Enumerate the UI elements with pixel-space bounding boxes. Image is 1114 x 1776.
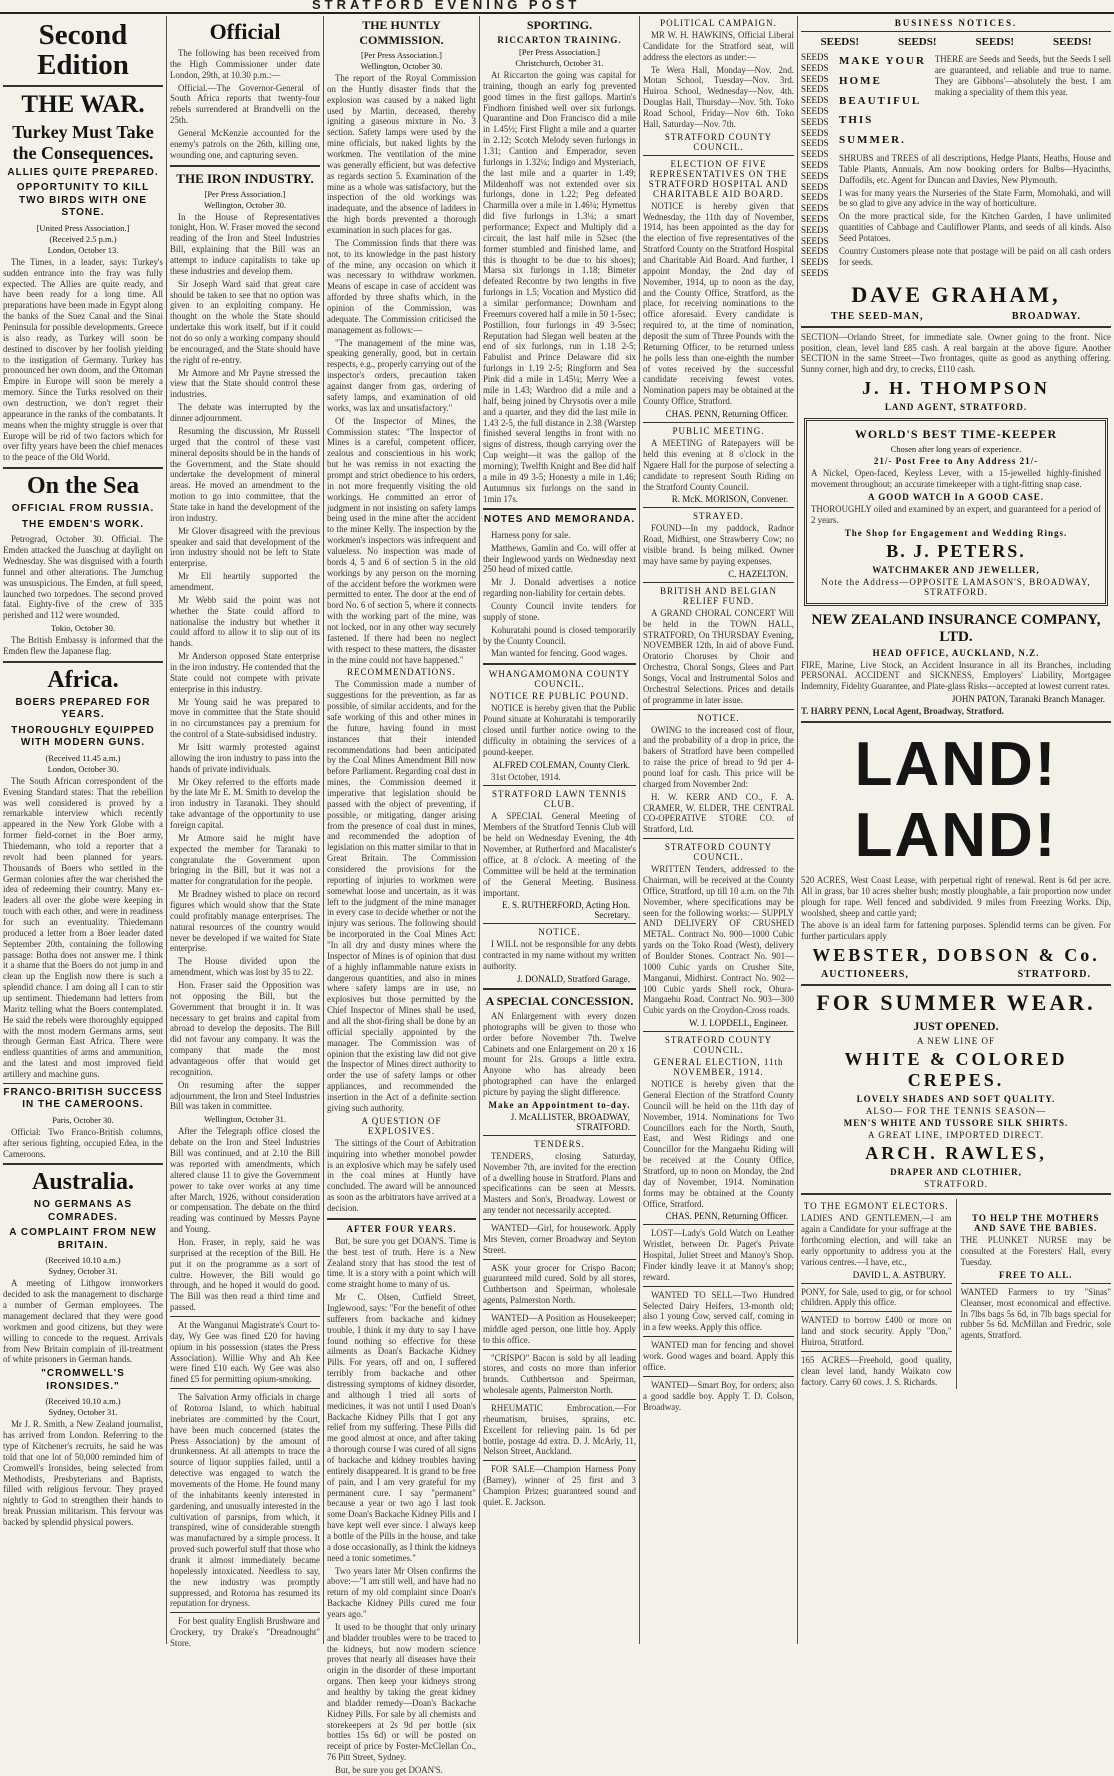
seeds-margin: SEEDS SEEDS SEEDS SEEDS SEEDS SEEDS SEEDS SEEDS SEEDS SEEDS SEEDS SEEDS SEEDS SEEDS SEEDS SEEDS SEEDS SEEDS SEEDS SEEDS SEEDS [801,52,829,278]
notice-text: TENDERS, closing Saturday, November 7th, are invited for the erection of a dwelling house in Stratford. Plans and specifications can be seen at Messrs. Masters and Son's, Broadway. Lowest or any tender not necessarily accepted. [483,1150,636,1216]
article-text: Mr Bradney wished to place on record figures which would show that the State could profitably manage enterprises. The natural resources of the country would never be developed if we waited for State enterprise. [170,889,320,954]
also: ALSO— FOR THE TENNIS SEASON— [865,1106,1047,1117]
article-text: Mr J. R. Smith, a New Zealand journalist, has arrived from London. Referring to the type of Kitchener's recruits, he said he was told that one lot of 50,000 reminded him of Cromwell's Ironsides, being selected from Methodists, Presbyterians and Baptists, filled with religious fervour. They prayed nightly to God to strengthen their hands to break Prussian militarism. This fervour was backed by splendid physical powers. [3,1419,163,1528]
ad-text: THERE are Seeds and Seeds, but the Seeds I sell are guaranteed, and reliable and true to name. They are Gibbons'—absolutely the best. I am making a speciality of them this year. [934,54,1111,97]
notice-text: NOTICE is hereby given that the Public Pound situate at Kohuratahi is temporarily closed until further notice owing to the difficulty in obtaining the services of a pound-keeper. [483,703,636,757]
signature: W. J. LOPDELL, Engineer. [689,1018,788,1029]
note-item: County Council invite tenders for supply of stone. [483,601,636,622]
subhead: THE EMDEN'S WORK. [21,518,145,530]
notice-heading: STRATFORD LAWN TENNIS CLUB. [491,789,628,810]
opened: JUST OPENED. [913,1019,999,1034]
notice-heading: PUBLIC MEETING. [672,426,765,437]
dateline: Wellington, October 30. [204,199,286,210]
subhead: FRANCO-BRITISH SUCCESS IN THE CAMEROONS. [3,1086,163,1111]
note-item: Mr J. Donald advertises a notice regarding non-liability for certain debts. [483,577,636,599]
note-item: Matthews, Gamlin and Co. will offer at their Inglewood yards on Wednesday next 250 head of mixed cattle. [483,542,636,575]
credit: [Per Press Association.] [361,50,442,60]
notice-heading: STRATFORD COUNTY COUNCIL. [664,842,773,863]
dateline: Sydney, October 31. [48,1266,118,1277]
notice-heading: WHANGAMOMONA COUNTY COUNCIL. [488,669,631,690]
ad-text: A Nickel, Open-faced, Keyless Lever, with a 15-jewelled highly-finished movement throughout; an accurate timekeeper with a tight-fitting snap case. [811,468,1101,490]
article-text: Of the Inspector of Mines, the Commission states: "The Inspector of Mines is a careful, competent officer, zealous and conscientious in his work; but he was remiss in not exacting the prompt and strict obedience to his orders, in not more frequently visiting the old workings. He committed an error of judgment in not insisting on safety lamps being used in the mine after the accident to the miner Kelly. The inspection by the workmen's inspectors was infrequent and valueless. No inspection was made of bords 4, 5 and 6 of section 5 in the old workings by any person on the morning of the accident before the workmen were permitted to enter. The door at the end of bord No. 6 of section 5, where it connects with the working part of the mine, was not locked, nor in any other way securely fastened. If there had been no neglect with respect to these matters, the disaster in the mine could not have happened." [327,415,476,665]
classified-ad: ASK your grocer for Crispo Bacon; guaranteed mild cured. Sold by all stores, Cuthbertson and Speirman, wholesale agents, Palmerston North. [483,1262,636,1306]
nz-insurance-title: NEW ZEALAND INSURANCE COMPANY, LTD. [811,611,1101,645]
ad-cta: Make an Appointment to-day. [488,1099,631,1110]
article-text: But, be sure you get DOAN'S. [335,1765,443,1776]
signature: CHAS. PENN, Returning Officer. [665,409,788,420]
ad-text: THOROUGHLY oiled and examined by an expert, and guaranteed for a period of 2 years. [811,503,1101,525]
dateline: Paris, October 30. [52,1114,114,1125]
article-text: Resuming the discussion, Mr Russell urged that the control of these vast mineral deposits should be in the hands of the Government, and the State should undertake the development of mineral areas. He moved an amendment to the motion to go into committee, that the State take in hand the development of the iron industry. [170,425,320,523]
subhead: RICCARTON TRAINING. [497,35,622,45]
classified-ad: WANTED—A Position as Housekeeper; middle aged person, one little boy. Apply to this office. [483,1312,636,1345]
article-text: The South African correspondent of the Evening Standard states: That the rebellion was well considered is proved by a remarkable interview which recently appeared in the New York Globe with a former field-cornet in the Boer army, Thiedemann, who told a reporter that a revolt had been planned for years. Thousands of Boers who settled in the German colonies after the war cherished the idea of redeeming their country. Many ex-leaders all over the globe were keeping in touch with each other, and were in readiness for such an eventuality. Thiedemann produced a letter from a Boer leader dated September 20th, containing the following passage: Botha does not answer me. I think it a shame that the Boers do not jump in and clean up the English now there is such a splendid chance. I am doing all I can to stir up sentiment. Thiedemann had letters from Maritz telling what the Boers contemplated. He said the rebels were thoroughly equipped with the most modern Germans arms, sent through German East Africa. There were endless quantities of arms and ammunition, and the latest and most improved field artillery and machine guns. [3,775,163,1079]
notes-headline: NOTES AND MEMORANDA. [483,514,636,526]
shades: LOVELY SHADES AND SOFT QUALITY. [856,1094,1056,1105]
new-line: A NEW LINE OF [916,1036,996,1047]
article-text: Hon. Fraser said the Opposition was not opposing the Bill, but the Government that brought it in. It was necessary to get brains and capital from abroad to develop the deposits. The Bill did not favour any company. It was the company that made the most advantageous offer that would get recognition. [170,980,320,1077]
watch-shop: The Shop for Engagement and Wedding Rings. [844,527,1068,538]
signature: DAVID L. A. ASTBURY. [852,1269,946,1280]
note-item: Kohuratahi pound is closed temporarily by the County Council. [483,624,636,646]
article-text: A meeting of Lithgow ironworkers decided to ask the management to discharge a number of German employees. The management declared that they were good workmen and good citizens, but they were willing to concede to the request. Arrivals from New Britain complain of ill-treatment of white prisoners in German hands. [3,1278,163,1365]
arch-rawles: ARCH. RAWLES, [865,1143,1047,1164]
article-text: Hon. Fraser, in reply, said he was surprised at the reception of the Bill. He put it on the programme as a sort of cultre. However, the Bill would go through, and he hoped it would do good. The Bill was then read a third time and passed. [170,1236,320,1313]
article-text: Mr Glover disagreed with the previous speaker and said that development of the iron industry should not be left to State enterprise. [170,525,320,569]
subhead: BOERS PREPARED FOR YEARS. [15,696,151,721]
classified-ad: LOST—Lady's Gold Watch on Leather Wristlet, between Dr. Paget's Private Hospital, Juliet Street and Manoy's Shop. Finder kindly leave it at Manoy's shop; reward. [643,1228,794,1282]
article-text: On resuming after the supper adjournment, the Iron and Steel Industries Bill was taken in committee. [170,1079,320,1112]
subhead: AFTER FOUR YEARS. [346,1223,457,1234]
classified-ad: WANTED—Girl, for housework. Apply Mrs Steven, corner Broadway and Seyton Street. [483,1222,636,1255]
article-text: Official.—The Governor-General of South Africa reports that twenty-four rebels surrendered at Brandvelli on the 25th. [170,82,320,126]
signature: J. DONALD, Stratford Garage. [517,973,630,984]
official-headline: Official [209,19,281,44]
article-text: The debate was interrupted by the dinner adjournment. [170,402,320,424]
opportunity-subhead: OPPORTUNITY TO KILL TWO BIRDS WITH ONE STONE. [16,182,150,219]
watch-price: 21/- Post Free to Any Address 21/- [873,456,1039,467]
seeds-word: SEEDS! [1052,36,1092,48]
article-text: Petrograd, October 30. Official. The Emden attacked the Juaschug at daylight on Wednesday. She was disguised with a fourth funnel and other alterations. The Jumchug was unsuspicious. The Emden, at full speed, launched two torpedoes. The second proved fatal. Eighty-five of the crew of 335 perished and 112 were wounded. [3,534,163,621]
watch-good: A GOOD WATCH In A GOOD CASE. [868,491,1044,502]
allies-subhead: ALLIES QUITE PREPARED. [7,166,159,178]
subhead: A COMPLAINT FROM NEW BRITAIN. [9,1227,157,1251]
signature: ALFRED COLEMAN, County Clerk. [492,759,630,770]
auctioneers: AUCTIONEERS, [821,969,909,981]
notice-text: WRITTEN Tenders, addressed to the Chairman, will be received at the County Office, Stratford, up till 10 a.m. on the 7th November, where specifications may be seen for the following works:— SUPPLY AND DELIVERY OF CRUSHED METAL. Contract No. 900—1000 Cubic yards on the Toko Road (West), delivery of Boulder Stones. Contract No. 901—1000 Cubic yards on Crusher Site, Manganui, Midhirst. Contract No. 902—100 Cubic yards Shell rock, Ohura-Mangaehu Road. Contract No. 903—300 Cubic yards on the Croydon-Cross roads. [643,864,794,1016]
notice-text: A GRAND CHORAL CONCERT Will be held in the TOWN HALL, STRATFORD, On THURSDAY Evening, NOVEMBER 12th, In aid of above Fund. Oratorio Choruses by Choir and Orchestra, Choral Songs, Glees and Part Songs, Vocal and Instrumental Solos and Orchestral Selections. Prices and details of programme in later issue. [643,607,794,705]
subhead: OFFICIAL FROM RUSSIA. [11,503,155,515]
iron-headline: THE IRON INDUSTRY. [176,170,314,186]
make-home-headline: MAKE YOUR HOME BEAUTIFUL THIS SUMMER. [839,55,926,147]
signature: J. McALLISTER, BROADWAY, STRATFORD. [510,1111,630,1132]
ad-text: 520 ACRES, West Coast Lease, with perpetual right of renewal. Rent is 6d per acre. All in grass, bar 10 acres shelter bush; mostly ploughable, a fair proportion now under plough for rape. Well fenced and subdivided. 9 miles from Freezing Works. Dip, woolshed, sheep and cattle yard; [801,875,1111,918]
sea-headline: On the Sea [26,473,139,500]
watch-chosen: Chosen after long years of experience. [890,444,1022,455]
received: (Received 10.10 a.m.) [45,1396,121,1407]
watch-title: WORLD'S BEST TIME-KEEPER [854,427,1058,442]
seeds-ad [801,52,1111,279]
notice-heading: GENERAL ELECTION, 11th NOVEMBER, 1914. [653,1057,784,1078]
article-text: The Commission made a number of suggestions for the prevention, as far as possible, of similar accidents, and for the safe working of this and other mines in the future, having found in most instances that their intended recommendations had been anticipated by the Coal Mines Amendment Bill now before Parliament. Regarding coal dust in mines, the Commission deemed it imperative that legislation should be passed with the object of preventing, if possible, or mitigating, danger arising from the presence of coal dust in mines, and recommended the adoption of legislation on this matter similar to that in Great Britain. The Commission considered the provisions for the reporting of injuries to workmen were somewhat loose and uncertain, as it was left to the judgment of the mine manager in every case to decide whether or not the injury was serious. The following should be incorporated in the Coal Mines Act: "In all dry and dusty mines where the Inspector of Mines is of opinion that dust of a highly inflammable nature exists in dangerous quantities, and also in mines where safety lamps are in use, no explosives but those permitted by the Chief Inspector of Mines shall be used, and all the shot-firing shall be done by an official specially appointed by the manager. The Commission was of opinion that the existing law did not give the Inspector of Mines direct authority to order the use of safety lamps or other appliances, and recommended the insertion in the Act of a definite section giving such authority. [327,679,476,1113]
notice-heading: BRITISH AND BELGIAN RELIEF FUND. [660,585,777,606]
column-6 [797,16,1114,1644]
ad-text: FIRE, Marine, Live Stock, an Accident Insurance in all its Branches, including PERSONAL ACCIDENT and SICKNESS, Employers' Liability, Mortgagee Indemnity, Fidelity Guarantee, and Plate-glass Risks—accepted at lowest current rates. [801,659,1111,692]
subhead: NO GERMANS AS COMRADES. [33,1199,133,1223]
bottom-ads [801,1199,1111,1389]
subhead: THOROUGHLY EQUIPPED WITH MODERN GUNS. [11,724,155,749]
free: FREE TO ALL. [999,1269,1073,1280]
received: (Received 10.10 a.m.) [45,1255,121,1266]
seeds-banner [801,36,1111,48]
article-text: Mr Anderson opposed State enterprise in the iron industry. He contended that the State could not compete with private enterprise in this industry. [170,651,320,694]
article-text: At Riccarton the going was capital for training, though an early fog prevented good times in the first gallops. Martin's Findhorn finished well over six furlongs. Quarantine and Don Francisco did a mile in 1.45½; First Flight a mile and a quarter in 2.12; Scotch Melody seven furlongs in 1.31; Cantion and Emperador, seven furlongs in 1.32¼; Indigo and Mysteriach, the last mile and a quarter in 1.49; Mildenhoff was not extended over six furlongs, done in 1.22; Peg defeated Charmilla over a mile in 1.46¼; Hymettus did five furlongs in 1.3¼; a smart performance; Expect and Multiply did a circuit, the last half mile in 52sec (the former stumbled and finished lame, and this is thought to be due to his shoes); Marsa six furlongs in 1.18; Bimeter defeated Recontre by two lengths in five furlongs in 1.5; Vocation and Mystico did a similar performance; Downham and Freemurs covered half a mile in 50 1-5sec; Postillion, four furlongs in 49 3-5sec; Reputation had Slegan well beaten at the end of six furlongs, run in 1.18 2-5; Fabulist and Prince Delaware did six furlongs in 1.19 2-5; Ringform and Sea Pink did a mile in 1.45¼; Merry Wee a mile in 1.43; Wardroo did a mile and a half, being joined by Chrysotis over a mile and a quarter, and they did the last mile in 1.43 2-5, the full distance in 2.38 (Warstep finished several lengths in front with no signs of distress, though carrying over the Cup weight—it was the gallop of the morning); Twelfth Knight and Bee did half a mile in 49 3-5; Honesty a mile in 1.46; Autumnus six furlongs on the sand in 1min 17s. [483,70,636,504]
notice-text: OWING to the increased cost of flour, and the probability of a drop in price, the bakers of Stratford have been compelled to raise the price of bread to 9d per 4-pound loaf for cash. This price will be charged from November 2nd: [643,724,794,789]
article-text: Mr Isitt warmly protested against allowing the iron industry to pass into the hands of private individuals. [170,741,320,774]
ad-text: THE PLUNKET NURSE may be consulted at the Foresters' Hall, every Tuesday. [960,1235,1111,1267]
land-headline: LAND! LAND! [854,730,1058,871]
article-text: The report of the Royal Commission on the Huntly disaster finds that the explosion was caused by a naked light used by Martin, deceased, thereby igniting a gaseous mixture in No. 3 section. Safety lamps were used by the mine officials, but naked lights by the workmen. The ventilation of the mine was generally efficient, but was defective as regards section 5. Examination of the mine as a whole was satisfactory, but the inspection of the old workings was inadequate, and the absence of ladders in the high bords prevented a thorough examination in such places for gas. [327,73,476,236]
ad-text: I was for many years the Nurseries of the State Farm, Momohaki, and will be so glad to give any advice in the way of horticulture. [839,187,1111,209]
ad-text: LADIES AND GENTLEMEN,—I am again a Candidate for your suffrage at the forthcoming election, and will take an early opportunity to address you at the various centres.—I have, etc., [801,1213,952,1267]
dateline: London, October 30. [47,763,119,774]
article-text: It used to be thought that only urinary and bladder troubles were to be traced to the kidneys, but now modern science proves that nearly all diseases have their origin in the disorder of these important organs. Then keep your kidneys strong and healthy by taking the great kidney and bladder remedy—Doan's Backache Kidney Pills. For sale by all chemists and storekeepers at 2s 9d per bottle (six bottles 15s 6d) or will be posted on receipt of price by Foster-McClellan Co., 76 Pitt Street, Sydney. [327,1621,476,1763]
notice-heading: ELECTION OF FIVE REPRESENTATIVES ON THE STRATFORD HOSPITAL AND CHARITABLE AID BOARD. [648,158,789,199]
article-text: The Commission finds that there was not, to its knowledge in the past history of the mine, any occasion on which it was necessary to withdraw workmen. Means of escape in case of accident was afforded by three shafts which, in the opinion of the Commission, was adequate. The Commission criticised the management as follows:— [327,237,476,335]
war-headline: THE WAR. [21,90,145,118]
article-text: For best quality English Brushware and Crockery, try Drake's "Dreadnought" Store. [170,1616,320,1649]
graham-loc: BROADWAY. [1011,310,1081,322]
article-text: But, be sure you get DOAN'S. Time is the best test of truth. Here is a New Zealand story that has stood the test of time. It is a story with a point which will come straight home to many of us. [327,1235,476,1290]
classified-ad: WANTED TO SELL—Two Hundred Selected Dairy Heifers, 13-month old; also 1 young Cow, served calf, coming in in a few weeks. Apply this office. [643,1289,794,1333]
notice-text: FOUND—In my paddock, Radnor Road, Midhirst, one Strawberry Cow; no visible brand. Is being milked. Owner may have same by paying expenses. [643,523,794,566]
article-text: The British Embassy is informed that the Emden flew the Japanese flag. [3,635,163,656]
dateline: Tokio, October 30. [50,623,116,634]
webster-name: WEBSTER, DOBSON & Co. [812,945,1100,966]
received: (Received 2.5 p.m.) [49,233,117,244]
seeds-word: SEEDS! [975,36,1015,48]
notice-text: NOTICE is hereby given that Wednesday, the 11th day of November, 1914, has been appointed as the day for the election of five representatives of the Stratford County on the Stratford Hospital and Charitable Aid Board. And further, I appoint Monday, the 2nd day of November, 1914, up to noon as the day, and the County Office, Stratford, as the place, for receiving nominations to the office aforesaid. Every candidate is required to, at the time of nomination, deposit the sum of Three Pounds with the Returning Officer, to be returned unless he polls less than one-eighth the number of votes received by the successful candidate receiving fewest votes. Nomination papers may be obtained at the County Office, Stratford. [643,200,794,407]
dateline: London, October 13. [47,244,119,255]
signature: R. McK. MORISON, Convener. [671,494,788,505]
classified-ad: WANTED Farmers to try "Sinas" Cleanser, most economical and effective. In 7lbs bags 5s 6d, in 7lb bags special for rubber 5s 6d. McMillan and Fredric, sole agents, Stratford. [960,1286,1111,1341]
article-text: Mr Okey referred to the efforts made by the late Mr E. M. Smith to develop the iron industry in Taranaki. They should take advantage of the opportunity to use foreign capital. [170,776,320,830]
concession-headline: A SPECIAL CONCESSION. [485,993,634,1008]
imported: A GREAT LINE, IMPORTED DIRECT. [867,1130,1045,1141]
classified-ad: WANTED—Smart Boy, for orders; also a good saddle boy. Apply T. D. Colson, Broadway. [643,1379,794,1412]
signature: JOHN PATON, Taranaki Branch Manager. [951,694,1105,705]
article-text: Mr Atmore and Mr Payne stressed the view that the State should control these industries. [170,367,320,400]
article-text: "The management of the mine was, speaking generally, good, but in certain respects, e.g., properly carrying out of the inspector's orders, precaution taken against danger from gas, ordering of safety lamps, and examination of old works, was lax and unsatisfactory." [327,337,476,413]
masthead-title: STRATFORD EVENING POST [312,0,581,12]
ad-text: SECTION—Orlando Street, for immediate sale. Owner going to the front. Nice position, clean, level land £85 cash. A real bargain at the above figure. Another SECTION in the same Street—Two frontages, quite as good as anything offering. Sunny corner, high and dry, to crecks, £110 cash. [801,331,1111,375]
australia-headline: Australia. [32,1169,134,1196]
article-text: Mr Atmore said he might have expected the member for Taranaki to congratulate the Government upon bringing in the Bill, but it was not a matter for congratulation for the people. [170,832,320,887]
draper: DRAPER AND CLOTHIER, [890,1167,1022,1178]
subhead: A QUESTION OF EXPLOSIVES. [361,1115,442,1136]
notice-heading: STRAYED. [693,511,744,522]
classified-ad: WANTED to borrow £400 or more on land and stock security. Apply "Don," Huiroa, Stratford. [801,1315,952,1347]
peters-sub: WATCHMAKER AND JEWELLER, [872,564,1040,575]
notice-heading: STRATFORD COUNTY COUNCIL. [664,1035,773,1056]
peters-note: Note the Address—OPPOSITE LAMASON'S, BROADWAY, STRATFORD. [821,576,1091,597]
article-text: The Salvation Army officials in charge of Rotoroa Island, to which habitual inebriates are committed by the Court, have been much concerned (states the Press Association) by the amount of drunkenness. At all attempts to trace the source of liquor supplies failed, until a detective was engaged to watch the movements of the Home. He found many of the inhabitants keenly interested in gardening, and unusually interested in the cultivation of parsnips, from which, it transpired, wine of considerable strength was manufactured by a simple process. It proved such powerful stuff that those who drank it almost immediately became hopelessly intoxicated. Needless to say, the new industry was promptly suppressed, and Rotoroa has resumed its reputation for dryness. [170,1392,320,1609]
article-text: After the Telegraph office closed the debate on the Iron and Steel Industries Bill was continued, and at 2.10 the Bill was reported with amendments, which altered clause 11 to give the Government power to take over works at any time after March, 1926, without consideration or compensation. The debate on the third reading was continued by Messrs Payne and Young. [170,1126,320,1235]
article-text: Mr C. Olsen, Cutfield Street, Inglewood, says: "For the benefit of other sufferers from backache and kidney trouble, I think it my duty to say I have found nothing so effective for these ailments as Doan's Backache Kidney Pills. For years, off and on, I suffered terribly from backache and other distressing symptoms of kidney disorder, and although I tried all sorts of medicines, it was not until I used Doan's Backache Kidney Pills that I got any relief from my suffering. These Pills did me good almost at once, and after taking a thorough course I was cured of all signs of backache and kidney troubles having entirely disappeared. It is grand to be free of pain, and I am very grateful for my permanent cure. I say "permanent" because a year or two ago I last took some Doan's Backache Kidney Pills and I have kept well ever since. I always keep a bottle of the Pills in the house, and take a dose occasionally, as I think the kidneys need a tonic sometimes." [327,1292,476,1563]
notice-text: Te Wera Hall, Monday—Nov. 2nd. Motan School, Tuesday—Nov. 3rd. Huiroa School, Wednesday—Nov. 4th. Douglas Hall, Thursday—Nov. 5th. Toko Road School, Friday—Nov 6th. Toko Hall, Saturday—Nov. 7th. [643,64,794,129]
seeds-word: SEEDS! [820,36,860,48]
masthead [0,0,1114,14]
classified-ad: 165 ACRES—Freehold, good quality, clean level land, handy Waikato cow factory. Carry 60 cows. J. S. Richards. [801,1354,952,1387]
subhead: "CROMWELL'S IRONSIDES." [41,1368,125,1392]
note-item: Man wanted for fencing. Good wages. [491,648,628,659]
notice-heading: STRATFORD COUNTY COUNCIL. [664,131,773,152]
nz-agent: T. HARRY PENN, Local Agent, Broadway, Stratford. [801,706,1004,717]
classified-ad: WANTED man for fencing and shovel work. Good wages and board. Apply this office. [643,1340,794,1372]
signature: E. S. RUTHERFORD, Acting Hon. Secretary. [501,900,630,921]
ad-text: Country Customers please note that postage will be paid on all cash orders for seeds. [839,245,1111,267]
credit: [United Press Association.] [36,222,130,233]
seeds-word: SEEDS! [897,36,937,48]
note-item: Harness pony for sale. [491,529,571,540]
signature: CHAS. PENN, Returning Officer. [665,1211,788,1222]
article-text: General McKenzie accounted for the enemy's patrols on the 26th, killing one, wounding one, and capturing seven. [170,128,320,160]
ad-text: AN Enlargement with every dozen photographs will be given to those who order before November 7th. Twelve Cabinets and one Enlargement on 20 x 16 mount for 21s. Groups a little extra. Anyone who has already been photographed can have the enlarged picture by paying the slight difference. [483,1010,636,1097]
notice-date: 31st October, 1914. [491,771,561,782]
article-text: Official: Two Franco-British columns, after serious fighting, occupied Edea, in the Cameroons. [3,1126,163,1159]
africa-headline: Africa. [47,666,119,693]
graham-sub: THE SEED-MAN, [831,310,924,322]
peters-name: B. J. PETERS. [886,540,1026,561]
article-text: The sittings of the Court of Arbitration inquiring into whether monobel powder is an explosive which may be safely used in the coal mines at Huntly have concluded. The award will be announced as soon as the arbitrators have arrived at a decision. [327,1137,476,1213]
column-1 [0,16,166,1644]
article-text: In the House of Representatives tonight, Hon. W. Fraser moved the second reading of the Iron and Steel Industries Bill, explaining that the Bill was an attempt to induce capitalists to take up these industries and develop them. [170,211,320,276]
article-text: Sir Joseph Ward said that great care should be taken to see that no option was given to an exploiting company. He thought on the whole the State should undertake this work itself, but if it could not do so only a working company should be encouraged, and the State should have the right of re-entry. [170,278,320,365]
article-text: Mr Webb said the point was not whether the State could afford to nationalise the industry but whether it could afford to allow it to slip out of its hands. [170,594,320,649]
classified-ad: PONY, for Sale, used to gig, or for school children. Apply this office. [801,1286,952,1308]
notice-heading: TO THE EGMONT ELECTORS. [803,1201,949,1212]
credit: [Per Press Association.] [204,188,286,199]
article-text: Two years later Mr Olsen confirms the above:—"I am still well, and have had no return of my old complaint since Doan's Backache Kidney Pills cured me four years ago." [327,1565,476,1620]
auct-loc: STRATFORD. [1017,969,1091,981]
notice-text: A MEETING of Ratepayers will be held this evening at 8 o'clock in the Ngaere Hall for the purpose of selecting a candidate to represent South Riding on the Stratford County Council. [643,438,794,492]
ad-text: On the more practical side, for the Kitchen Garden, I have unlimited quantities of Cabbage and Cauliflower Plants, and seeds of all kinds. Also Seed Potatoes. [839,211,1111,243]
classified-ad: FOR SALE—Champion Harness Pony (Barney), winner of 25 first and 3 Champion Prizes; guaranteed sound and quiet. E. Jackson. [483,1464,636,1507]
received: (Received 11.45 a.m.) [45,752,121,763]
dateline: Wellington, October 31. [204,1114,286,1125]
classified-ad: RHEUMATIC Embrocation.—For rheumatism, bruises, sprains, etc. Excellent for relieving pain. 1s 6d per bottle, postage 4d extra. D. J. McArly, 11, Nelson Street, Auckland. [483,1403,636,1457]
column-4 [479,16,639,1644]
business-notices-heading: BUSINESS NOTICES. [894,18,1018,28]
signature: C. HAZELTON. [728,568,788,579]
mothers-headline: TO HELP THE MOTHERS AND SAVE THE BABIES. [972,1213,1100,1234]
shirts: MEN'S WHITE AND TUSSORE SILK SHIRTS. [843,1118,1069,1129]
subhead: RECOMMENDATIONS. [347,667,456,678]
dateline: Wellington, October 30. [360,61,443,71]
credit: [Per Press Association.] [519,47,600,57]
notice-heading: NOTICE. [697,712,740,723]
ad-text: The above is an ideal farm for fattening purposes. Splendid terms can be given. For further particulars apply [801,920,1111,942]
ad-text: SHRUBS and TREES of all descriptions, Hedge Plants, Heaths, House and Table Plants, Annuals. Am now booking orders for Bulbs—Hyacinths, Daffodils, etc. Agent for Duncan and Davies, New Plymouth. [839,152,1111,185]
article-text: Mr Young said he was prepared to move in committee that the State should in no circumstances pay a premium for the control of a State-subsidised industry. [170,696,320,740]
turkey-headline: Turkey Must Take the Consequences. [12,121,154,163]
edition-title: Second Edition [37,19,129,82]
column-5 [639,16,797,1644]
notice-text: I WILL not be responsible for any debts contracted in my name without my written authority. [483,939,636,972]
column-2 [166,16,323,1649]
notice-heading: POLITICAL CAMPAIGN. [660,18,777,28]
thompson-name: J. H. THOMPSON [862,378,1050,399]
article-text: The House divided upon the amendment, which was lost by 35 to 22. [170,956,320,978]
column-3 [323,16,479,1776]
notice-text: H. W. KERR AND CO., F. A. CRAMER, W. ELDER, THE CENTRAL CO-OPERATIVE STORE CO. of Stratford, Ltd. [643,791,794,835]
thompson-sub: LAND AGENT, STRATFORD. [884,402,1028,413]
graham-name: DAVE GRAHAM, [851,281,1061,307]
article-text: The Times, in a leader, says: Turkey's sudden entrance into the fray was fully expected. The Allies are quite ready, and have been ready for a long time. All preparations have been made in Egypt along the banks of the Suez Canal and the Sinai Peninsula for possible developments. Greece is also ready, as Turkey will soon be destined to discover by her foolish yielding to the instigation of Germany. Turkey has pronounced her own doom, and the Ottoman Empire in Europe will soon be merely a memory. Since the Turks resolved on their own destruction, we don't regret their appearance in the ranks of the combatants. It means when the mighty struggle is over that Europe will be rid of two factors which for over fifty years have been the chief menaces to the peace of the Old World. [3,256,163,463]
summer-headline: FOR SUMMER WEAR. [816,990,1096,1016]
article-text: At the Wanganui Magistrate's Court to-day, Wy Gee was fined £20 for having opium in his possession (states the Press Association). Willie Why and Ah Kee were fined £10 each. Wy Gee was also fined £5 for permitting opium-smoking. [170,1319,320,1385]
notice-text: MR W. H. HAWKINS, Official Liberal Candidate for the Stratford seat, will address the electors as under:— [643,30,794,62]
notice-heading: NOTICE. [538,927,581,938]
classified-ad: "CRISPO" Bacon is sold by all leading stores, and costs no more than inferior brands. Cuthbertson and Speirman, wholesale agents, Palmerston North. [483,1352,636,1396]
article-text: Mr Ell heartily supported the amendment. [170,571,320,592]
notice-text: NOTICE is hereby given that the General Election of the Stratford County Council will be held on the 11th day of November, 1914. Nominations for Two Councillors each for the North, South, East, and West Ridings and one Councillor for the Mangaehu Riding will be received at the County Office, Stratford, up to noon on Monday, the 2nd day of November, 1914. Nomination forms may be obtained at the County Office, Stratford. [643,1079,794,1209]
notice-heading: TENDERS. [534,1138,585,1149]
draper-loc: STRATFORD. [924,1179,988,1190]
crepes: WHITE & COLORED CREPES. [844,1049,1068,1091]
nz-office: HEAD OFFICE, AUCKLAND, N.Z. [872,647,1040,658]
article-text: The following has been received from the High Commissioner under date London, 29th, at 10.30 p.m.:— [170,48,320,80]
huntly-headline: THE HUNTLY COMMISSION. [359,18,444,47]
dateline: Sydney, October 31. [48,1407,118,1418]
notice-heading: NOTICE RE PUBLIC POUND. [489,691,630,702]
watch-ad [804,418,1108,605]
notice-text: A SPECIAL General Meeting of Members of the Stratford Tennis Club will be held on Wednesday Evening, the 4th November, at Rutherford and Macalister's office, at 8 o'clock. A meeting of the Committee will be held at the termination of the General Meeting. Business important. [483,811,636,898]
sporting-headline: SPORTING. [526,18,593,32]
dateline: Christchurch, October 31. [515,58,604,68]
